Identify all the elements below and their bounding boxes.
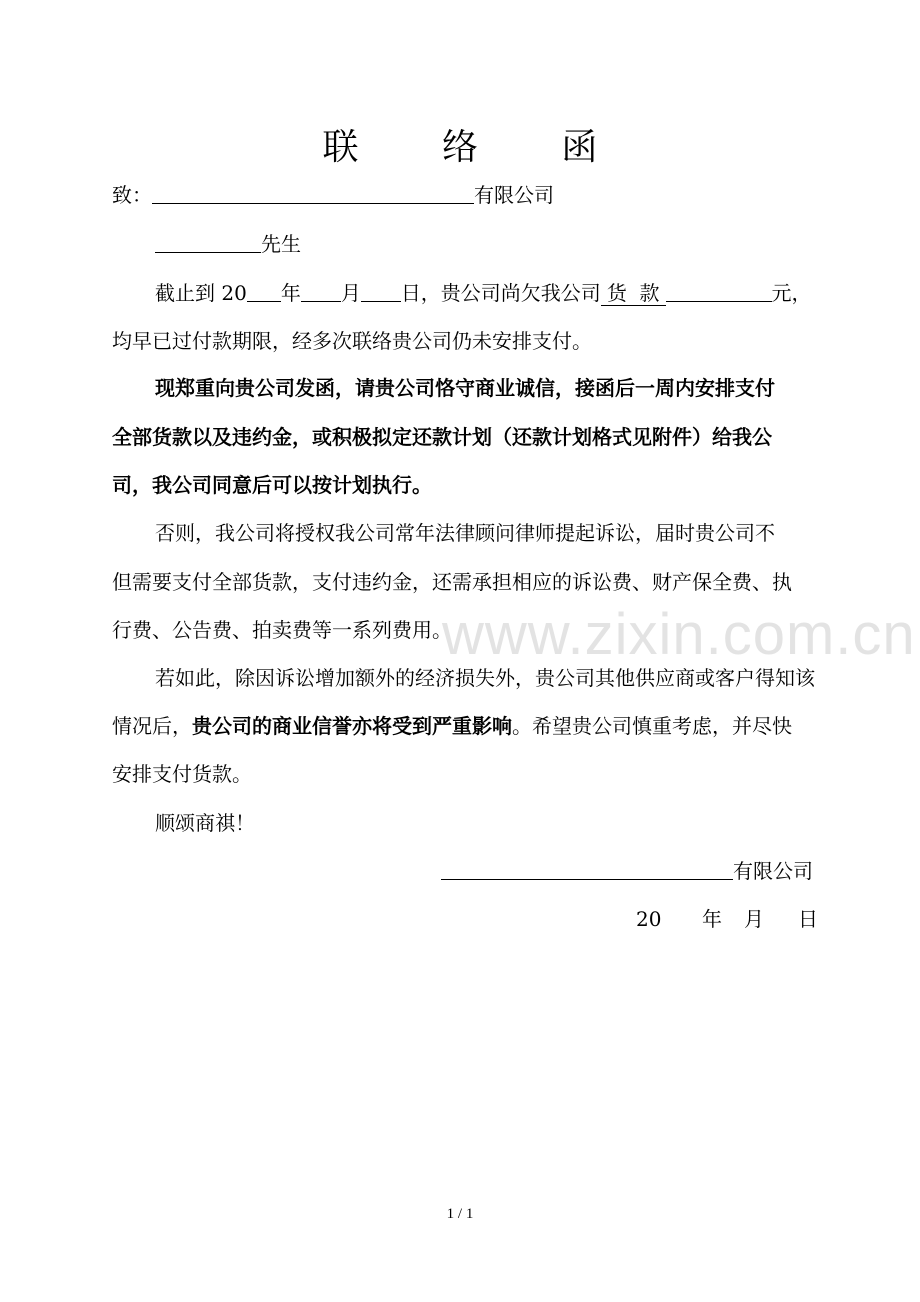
para4-text-c: 。希望贵公司慎重考虑，并尽快 [512,714,792,738]
signature-suffix: 有限公司 [733,859,813,883]
debt-type: 货 款 [601,281,666,306]
salutation-name-blank[interactable] [155,228,261,253]
para1-line1 [155,276,812,310]
recipient-suffix: 有限公司 [474,183,554,207]
salutation-suffix: 先生 [261,232,301,256]
document-title: 联 络 函 [322,127,634,168]
signature-date [636,902,818,936]
para4-line2 [112,709,792,743]
para1-text-a: 截止到 20 [155,281,247,305]
date-month-label: 月 [744,907,764,931]
date-year-label: 年 [702,907,722,931]
para1-month-label: 月 [340,281,361,305]
para1-line2: 均早已过付款期限，经多次联络贵公司仍未安排支付。 [112,329,592,353]
amount-blank[interactable] [666,277,772,302]
date-century: 20 [636,907,662,931]
salutation-line [155,227,301,261]
para2-line1: 现郑重向贵公司发函，请贵公司恪守商业诚信，接函后一周内安排支付 [155,376,775,400]
closing: 顺颂商祺！ [155,811,255,835]
signature-company-blank[interactable] [441,855,733,880]
page-number: 1 / 1 [446,1206,474,1222]
para4-line1: 若如此，除因诉讼增加额外的经济损失外，贵公司其他供应商或客户得知该 [155,666,815,690]
para3-line1: 否则，我公司将授权我公司常年法律顾问律师提起诉讼，届时贵公司不 [155,521,775,545]
para4-emphasis: 贵公司的商业信誉亦将受到严重影响 [192,714,512,738]
watermark: www.zixin.com.cn [442,602,916,667]
para3-line2: 但需要支付全部货款，支付违约金，还需承担相应的诉讼费、财产保全费、执 [112,570,792,594]
recipient-prefix: 致： [112,183,152,207]
year-blank[interactable] [247,277,281,302]
para2-line3: 司，我公司同意后可以按计划执行。 [112,473,432,497]
para1-text-b: 日，贵公司尚欠我公司 [400,281,601,305]
para3-line3: 行费、公告费、拍卖费等一系列费用。 [112,618,452,642]
date-day-label: 日 [798,907,818,931]
para1-yuan: 元， [771,281,812,305]
para2-line2: 全部货款以及违约金，或积极拟定还款计划（还款计划格式见附件）给我公 [112,425,772,449]
para1-year-label: 年 [280,281,301,305]
signature-line [441,854,813,888]
day-blank[interactable] [361,277,401,302]
recipient-company-blank[interactable] [152,179,474,204]
month-blank[interactable] [301,277,341,302]
recipient-line [112,178,554,212]
para4-line3: 安排支付货款。 [112,762,252,786]
para4-text-a: 情况后， [112,714,192,738]
